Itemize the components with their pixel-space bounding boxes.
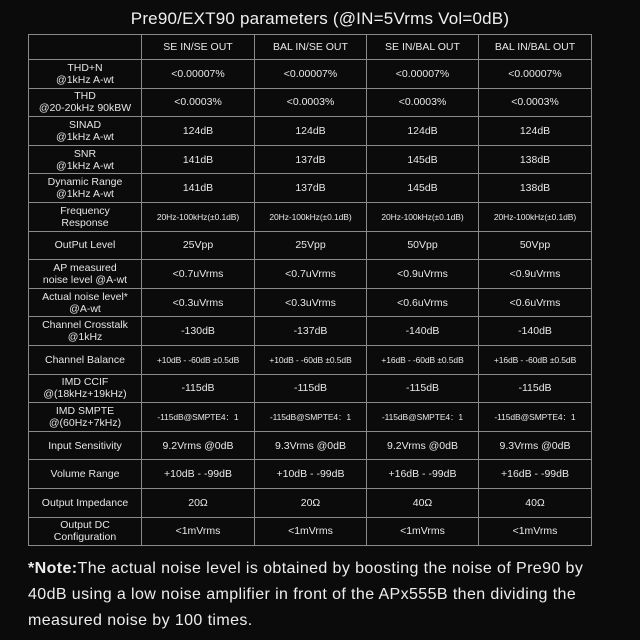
parameter-value: -115dB@SMPTE4：1 <box>142 403 255 432</box>
parameter-value: <0.6uVrms <box>479 288 592 317</box>
parameter-value: 137dB <box>255 145 367 174</box>
parameter-value: <0.9uVrms <box>367 260 479 289</box>
table-row <box>29 488 592 517</box>
spec-table-body <box>29 60 592 546</box>
parameter-value: +10dB - -99dB <box>142 460 255 489</box>
parameter-value: -137dB <box>255 317 367 346</box>
parameter-value: -115dB@SMPTE4：1 <box>479 403 592 432</box>
parameter-value: <0.7uVrms <box>255 260 367 289</box>
parameter-value: <0.00007% <box>255 60 367 89</box>
parameter-value: <0.0003% <box>479 88 592 117</box>
parameter-value: 138dB <box>479 174 592 203</box>
parameter-name: Frequency Response <box>29 202 142 231</box>
parameter-name: Actual noise level* @A-wt <box>29 288 142 317</box>
parameter-name: Output Impedance <box>29 488 142 517</box>
parameter-name: Input Sensitivity <box>29 431 142 460</box>
parameter-value: +16dB - -99dB <box>479 460 592 489</box>
header-row <box>29 35 592 60</box>
parameter-name: Output DC Configuration <box>29 517 142 546</box>
table-row <box>29 317 592 346</box>
parameter-value: <1mVrms <box>479 517 592 546</box>
parameter-value: +16dB - -60dB ±0.5dB <box>367 345 479 374</box>
parameter-value: -115dB@SMPTE4：1 <box>255 403 367 432</box>
parameter-name: Channel Crosstalk @1kHz <box>29 317 142 346</box>
table-row <box>29 60 592 89</box>
parameter-value: <0.00007% <box>142 60 255 89</box>
parameter-value: 145dB <box>367 174 479 203</box>
column-header: SE IN/SE OUT <box>142 35 255 60</box>
parameter-value: -115dB <box>479 374 592 403</box>
parameter-value: 20Ω <box>255 488 367 517</box>
table-row <box>29 460 592 489</box>
table-row <box>29 403 592 432</box>
parameter-name: THD @20-20kHz 90kBW <box>29 88 142 117</box>
table-row <box>29 374 592 403</box>
parameter-value: 20Ω <box>142 488 255 517</box>
parameter-value: 40Ω <box>479 488 592 517</box>
parameter-value: 20Hz-100kHz(±0.1dB) <box>479 202 592 231</box>
parameter-value: 50Vpp <box>367 231 479 260</box>
parameter-value: 20Hz-100kHz(±0.1dB) <box>255 202 367 231</box>
table-row <box>29 517 592 546</box>
parameter-name: IMD CCIF @(18kHz+19kHz) <box>29 374 142 403</box>
parameter-value: 20Hz-100kHz(±0.1dB) <box>367 202 479 231</box>
parameter-value: 124dB <box>367 117 479 146</box>
parameter-value: <0.0003% <box>255 88 367 117</box>
parameter-value: -140dB <box>479 317 592 346</box>
parameter-value: 9.2Vrms @0dB <box>367 431 479 460</box>
table-row <box>29 288 592 317</box>
table-row <box>29 202 592 231</box>
table-row <box>29 345 592 374</box>
parameter-value: -115dB <box>255 374 367 403</box>
table-row <box>29 174 592 203</box>
parameter-value: 9.2Vrms @0dB <box>142 431 255 460</box>
parameter-name: Volume Range <box>29 460 142 489</box>
column-header: SE IN/BAL OUT <box>367 35 479 60</box>
parameter-value: +16dB - -60dB ±0.5dB <box>479 345 592 374</box>
table-row <box>29 260 592 289</box>
parameter-name: IMD SMPTE @(60Hz+7kHz) <box>29 403 142 432</box>
parameter-value: <0.00007% <box>479 60 592 89</box>
parameter-value: 124dB <box>255 117 367 146</box>
column-header: BAL IN/BAL OUT <box>479 35 592 60</box>
parameter-value: <0.6uVrms <box>367 288 479 317</box>
parameter-name: SNR @1kHz A-wt <box>29 145 142 174</box>
parameter-value: -115dB <box>367 374 479 403</box>
parameter-name: THD+N @1kHz A-wt <box>29 60 142 89</box>
parameter-value: <1mVrms <box>367 517 479 546</box>
parameter-value: <0.3uVrms <box>142 288 255 317</box>
parameter-name: AP measured noise level @A-wt <box>29 260 142 289</box>
parameter-value: <0.9uVrms <box>479 260 592 289</box>
parameter-name: SINAD @1kHz A-wt <box>29 117 142 146</box>
corner-cell <box>29 35 142 60</box>
footnote <box>28 556 612 634</box>
parameter-value: 138dB <box>479 145 592 174</box>
parameter-value: +10dB - -60dB ±0.5dB <box>142 345 255 374</box>
parameter-value: +10dB - -99dB <box>255 460 367 489</box>
parameter-value: 141dB <box>142 174 255 203</box>
parameter-value: 50Vpp <box>479 231 592 260</box>
parameter-name: Channel Balance <box>29 345 142 374</box>
parameter-value: 145dB <box>367 145 479 174</box>
parameter-value: 137dB <box>255 174 367 203</box>
footnote-label: *Note: <box>28 560 78 577</box>
parameter-value: 9.3Vrms @0dB <box>479 431 592 460</box>
table-row <box>29 431 592 460</box>
parameter-value: <0.00007% <box>367 60 479 89</box>
parameter-value: <1mVrms <box>142 517 255 546</box>
parameter-value: 124dB <box>142 117 255 146</box>
parameter-value: <0.0003% <box>142 88 255 117</box>
parameter-value: -115dB <box>142 374 255 403</box>
parameter-value: 124dB <box>479 117 592 146</box>
parameter-name: OutPut Level <box>29 231 142 260</box>
parameter-value: 9.3Vrms @0dB <box>255 431 367 460</box>
table-row <box>29 88 592 117</box>
parameter-value: -140dB <box>367 317 479 346</box>
parameter-value: +16dB - -99dB <box>367 460 479 489</box>
parameter-value: -130dB <box>142 317 255 346</box>
parameter-value: <0.0003% <box>367 88 479 117</box>
column-header: BAL IN/SE OUT <box>255 35 367 60</box>
parameter-value: 25Vpp <box>142 231 255 260</box>
parameter-value: 141dB <box>142 145 255 174</box>
parameter-value: 25Vpp <box>255 231 367 260</box>
parameter-name: Dynamic Range @1kHz A-wt <box>29 174 142 203</box>
page-title: Pre90/EXT90 parameters (@IN=5Vrms Vol=0dB) <box>130 9 510 28</box>
table-row <box>29 231 592 260</box>
spec-table <box>28 34 592 546</box>
parameter-value: -115dB@SMPTE4：1 <box>367 403 479 432</box>
table-row <box>29 117 592 146</box>
parameter-value: <1mVrms <box>255 517 367 546</box>
footnote-text: The actual noise level is obtained by boosting the noise of Pre90 by 40dB using a low noise amplifier in front of the APx555B then dividing the measured noise by 100 times. <box>28 560 584 629</box>
parameter-value: 40Ω <box>367 488 479 517</box>
parameter-value: 20Hz-100kHz(±0.1dB) <box>142 202 255 231</box>
parameter-value: <0.3uVrms <box>255 288 367 317</box>
parameter-value: +10dB - -60dB ±0.5dB <box>255 345 367 374</box>
table-row <box>29 145 592 174</box>
parameter-value: <0.7uVrms <box>142 260 255 289</box>
